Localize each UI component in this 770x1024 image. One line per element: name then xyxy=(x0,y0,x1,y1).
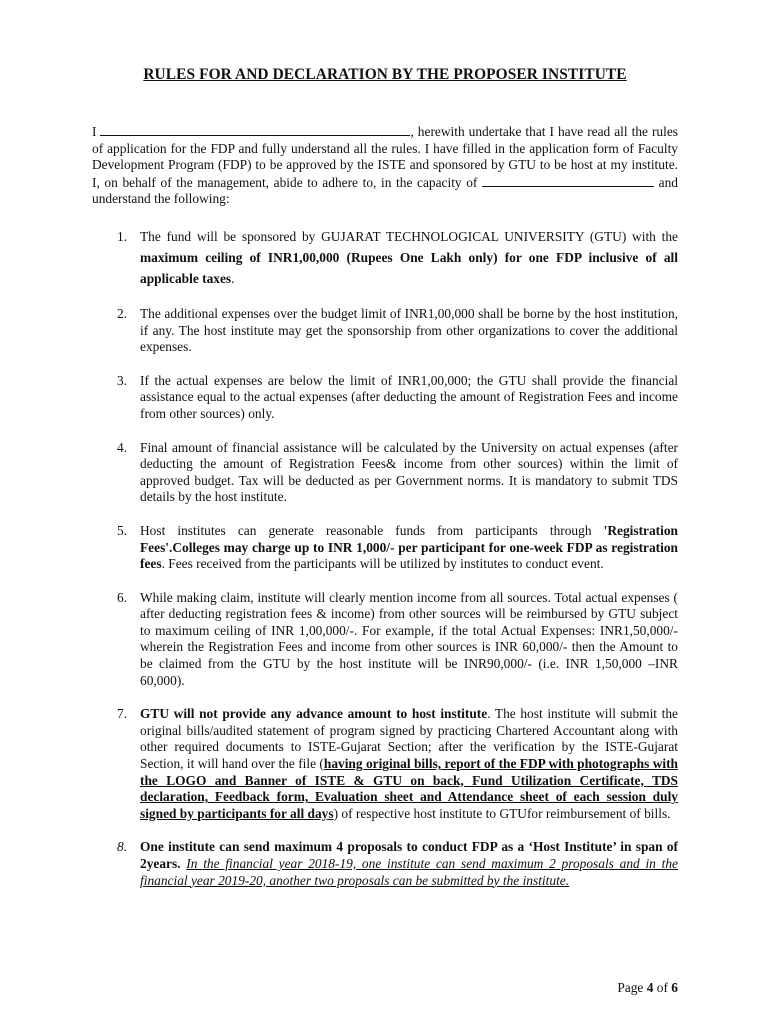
rules-list xyxy=(92,226,678,889)
page-footer xyxy=(617,980,678,996)
page-title: RULES FOR AND DECLARATION BY THE PROPOSER INSTITUTE xyxy=(143,66,627,83)
list-item: 3. If the actual expenses are below the limit of INR1,00,000; the GTU shall provide the financial assistance equal to the actual expenses (after deducting the amount of Registration Fees and income from other sources) only. xyxy=(117,372,678,421)
capacity-blank[interactable] xyxy=(482,174,654,187)
intro-prefix: I xyxy=(92,124,97,139)
list-item: 4. Final amount of financial assistance will be calculated by the University on actual expenses (after deducting the amount of Registration Fees& income from other sources) within the limit of approved budget. Tax will be deducted as per Government norms. It is mandatory to submit TDS details by the host institute. xyxy=(117,439,678,505)
list-item: 2. The additional expenses over the budget limit of INR1,00,000 shall be borne by the host institution, if any. The host institute may get the sponsorship from other organizations to cover the additional expenses. xyxy=(117,305,678,355)
intro-text-1: , herewith undertake that I have read all the rules of application for the FDP and fully understand all the rules. I have filled in the application form of Faculty Development Program (FDP) to be approved by the ISTE and sponsored by GTU to be host at my institute. I, on behalf of the management, abide to adhere to, in the capacity of xyxy=(92,124,678,190)
list-item: 8. One institute can send maximum 4 proposals to conduct FDP as a ‘Host Institute’ in span of 2years. In the financial year 2018-19, one institute can send maximum 2 proposals and in the financial year 2019-20, another two proposals can be submitted by the institute. xyxy=(117,839,678,888)
page-number: 4 xyxy=(646,980,654,995)
list-item: 5. Host institutes can generate reasonable funds from participants through 'Registration Fees'.Colleges may charge up to INR 1,000/- per participant for one-week FDP as registration fees. Fees received from the participants will be utilized by institutes to conduct event. xyxy=(117,522,678,572)
page-total: 6 xyxy=(671,980,678,995)
intro-paragraph xyxy=(92,123,678,208)
name-blank[interactable] xyxy=(100,123,410,136)
list-item: 7. GTU will not provide any advance amount to host institute. The host institute will submit the original bills/audited statement of program signed by practicing Chartered Accountant along with other required documents to ISTE-Gujarat Section; after the verification by the ISTE-Gujarat Section, it will hand over the file (having original bills, report of the FDP with photographs with the LOGO and Banner of ISTE & GTU on back, Fund Utilization Certificate, TDS declaration, Feedback form, Evaluation sheet and Attendance sheet of each session duly signed by participants for all days) of respective host institute to GTUfor reimbursement of bills. xyxy=(117,706,678,821)
list-item: 1. The fund will be sponsored by GUJARAT TECHNOLOGICAL UNIVERSITY (GTU) with the maximum ceiling of INR1,00,000 (Rupees One Lakh only) for one FDP inclusive of all applicable taxes. xyxy=(117,228,678,286)
list-item: 6. While making claim, institute will clearly mention income from all sources. Total actual expenses ( after deducting registration fees & income) from other sources will be reimbursed by GTU subject to maximum ceiling of INR 1,00,000/-. For example, if the total Actual Expenses: INR1,50,000/- wherein the Registration Fees and income from other sources is INR 60,000/- then the Amount to be claimed from the GTU by the host institute will be INR90,000/- (i.e. INR 1,50,000 –INR 60,000). xyxy=(117,589,678,688)
document-page xyxy=(92,66,678,906)
of-label: of xyxy=(656,980,668,995)
intro-text-2: and understand the following: xyxy=(92,174,678,207)
page-label: Page xyxy=(617,980,644,995)
